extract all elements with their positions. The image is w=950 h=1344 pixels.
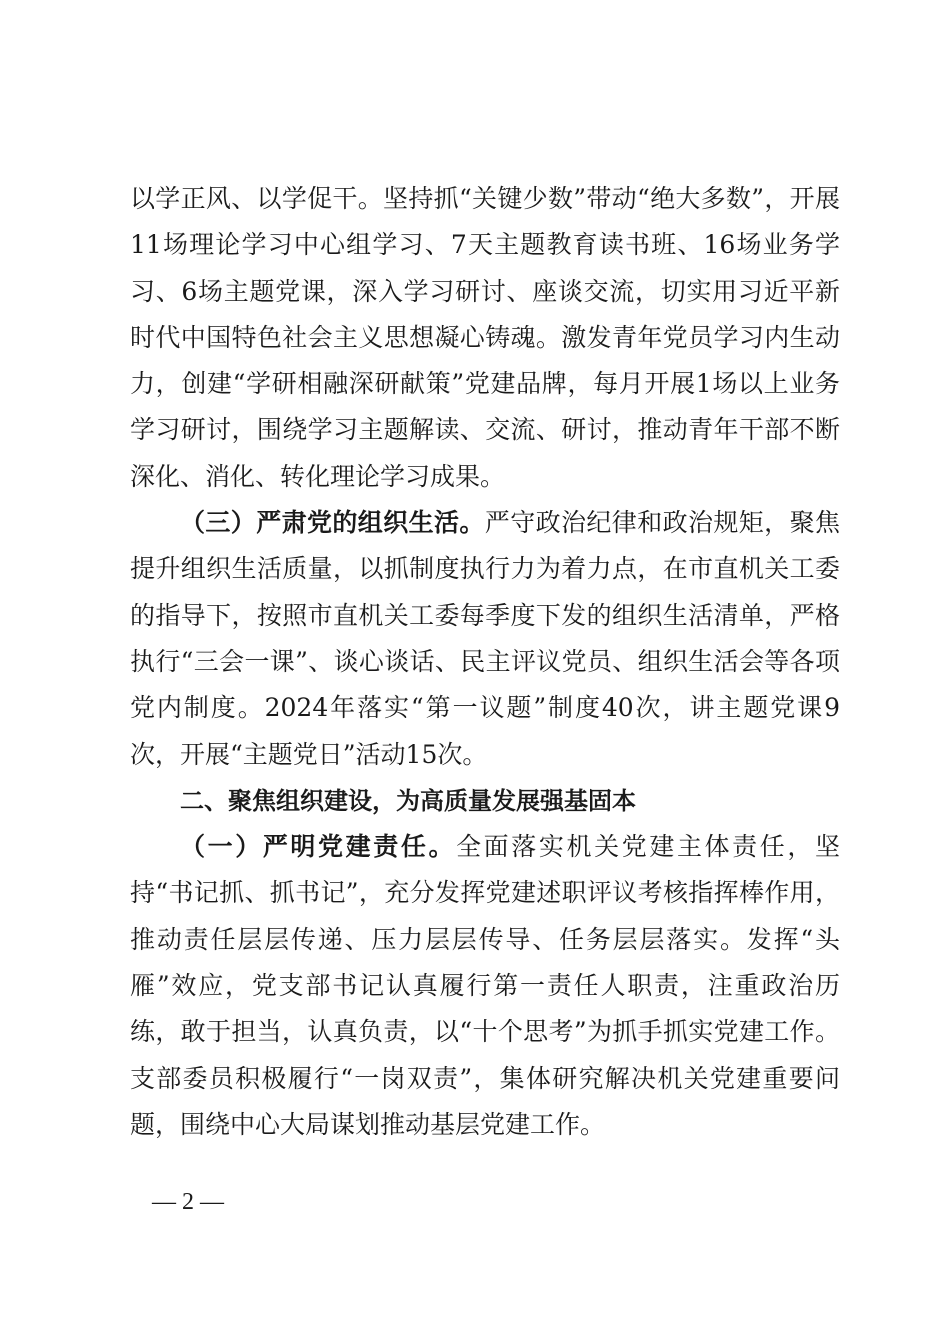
paragraph-lead-organization-life: （三）严肃党的组织生活。 — [180, 508, 485, 538]
paragraph-study: 以学正风、以学促干。坚持抓“关键少数”带动“绝大多数”，开展11场理论学习中心组学习、7天主题教育读书班、16场业务学习、6场主题党课，深入学习研讨、座谈交流，切实用习近平新时代中国特色社会主义思想凝心铸魂。激发青年党员学习内生动力，创建“学研相融深研献策”党建品牌，每月开展1场以上业务学习研讨，围绕学习主题解读、交流、研讨，推动青年干部不断深化、消化、转化理论学习成果。 — [130, 184, 840, 491]
paragraph-party-responsibility — [130, 824, 840, 1148]
page-number: — 2 — — [152, 1189, 224, 1215]
document-body — [130, 176, 840, 1148]
paragraph-organization-life — [130, 500, 840, 778]
paragraph-lead-party-responsibility: （一）严明党建责任。 — [180, 832, 457, 862]
section-heading-2: 二、聚焦组织建设，为高质量发展强基固本 — [180, 786, 636, 815]
paragraph-body-party-responsibility: 全面落实机关党建主体责任，坚持“书记抓、抓书记”，充分发挥党建述职评议考核指挥棒作用，推动责任层层传递、压力层层传导、任务层层落实。发挥“头雁”效应，党支部书记认真履行第一责任人职责，注重政治历练，敢于担当，认真负责，以“十个思考”为抓手抓实党建工作。支部委员积极履行“一岗双责”，集体研究解决机关党建重要问题，围绕中心大局谋划推动基层党建工作。 — [130, 832, 840, 1139]
paragraph-body-organization-life: 严守政治纪律和政治规矩，聚焦提升组织生活质量，以抓制度执行力为着力点，在市直机关工委的指导下，按照市直机关工委每季度下发的组织生活清单，严格执行“三会一课”、谈心谈话、民主评议党员、组织生活会等各项党内制度。2024年落实“第一议题”制度40次，讲主题党课9次，开展“主题党日”活动15次。 — [130, 508, 840, 769]
